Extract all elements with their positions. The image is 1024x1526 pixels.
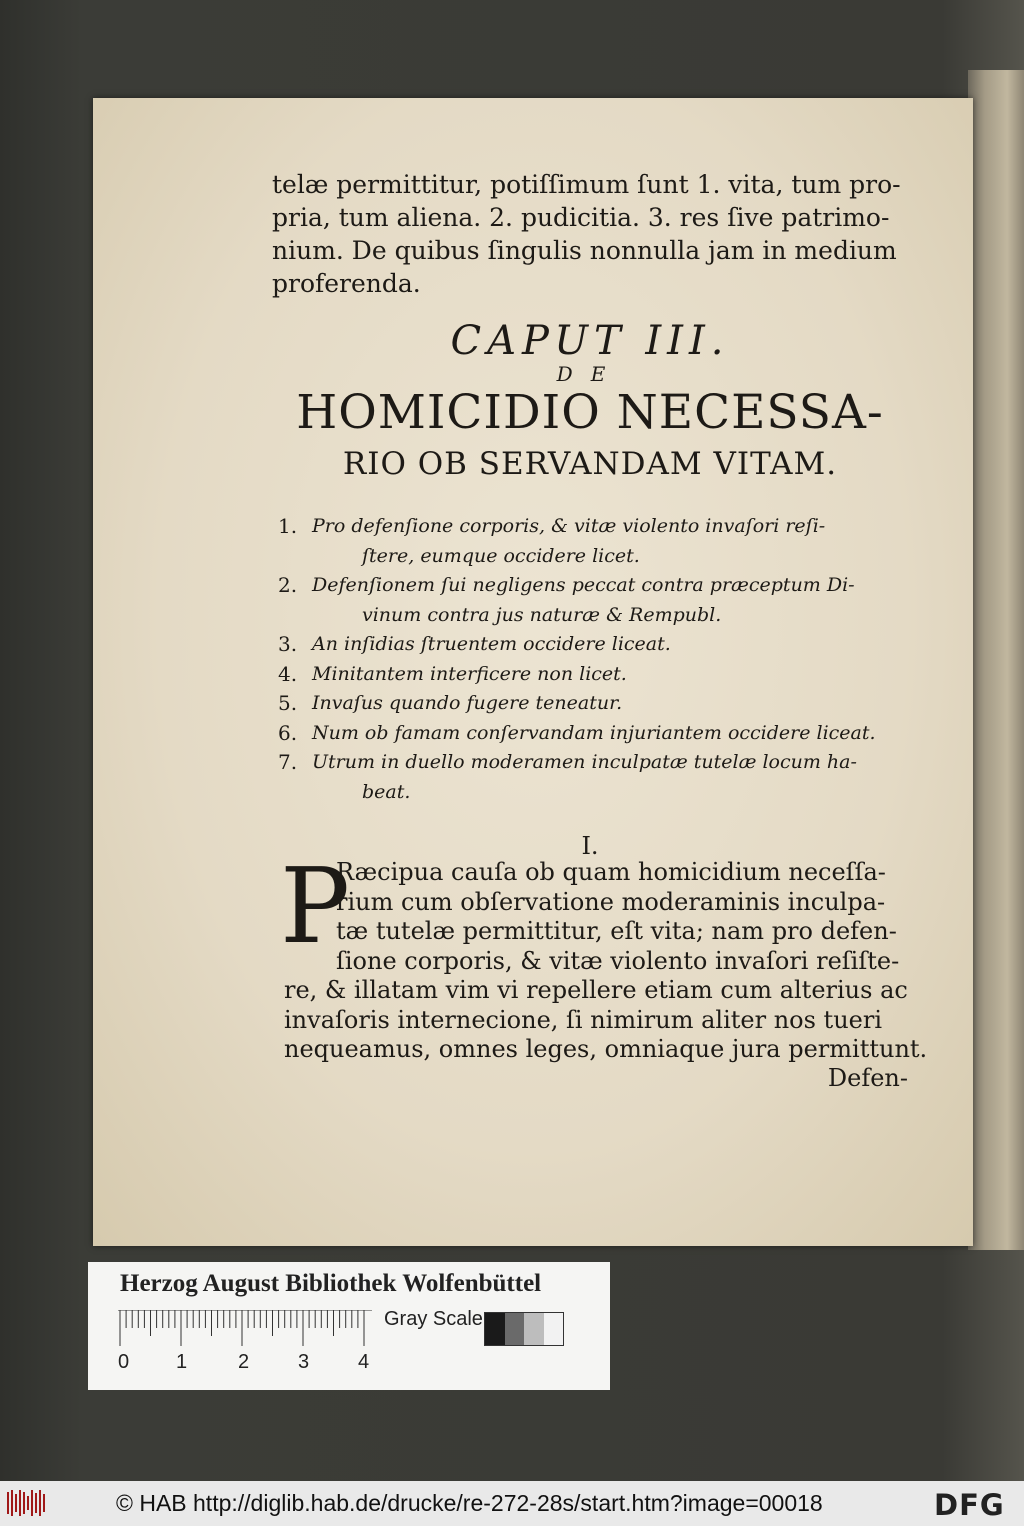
summary-item bbox=[278, 630, 908, 660]
gray-swatch bbox=[524, 1313, 544, 1345]
library-name: Herzog August Bibliothek Wolfenbüttel bbox=[120, 1270, 542, 1297]
ruler-number: 4 bbox=[358, 1351, 370, 1373]
summary-number: 1. bbox=[278, 514, 298, 538]
copyright-url: © HAB http://diglib.hab.de/drucke/re-272-28s/start.htm?image=00018 bbox=[116, 1490, 823, 1516]
ruler-number: 0 bbox=[118, 1351, 130, 1373]
gray-scale-swatches bbox=[484, 1312, 564, 1346]
body-line: re, & illatam vim vi repellere etiam cum alterius ac bbox=[284, 976, 908, 1004]
gray-scale-label: Gray Scale bbox=[384, 1308, 483, 1330]
paragraph-line: telæ permittitur, potiſſimum ſunt 1. vita, tum pro- bbox=[272, 170, 901, 199]
body-line: invaſoris internecione, ſi nimirum aliter nos tueri bbox=[284, 1005, 883, 1034]
body-line: nequeamus, omnes leges, omniaque jura permittunt. bbox=[284, 1035, 928, 1063]
summary-item bbox=[278, 719, 908, 749]
summary-line: An inſidias ſtruentem occidere liceat. bbox=[312, 633, 671, 655]
chapter-label: CAPUT III. bbox=[450, 318, 730, 364]
summary-line: beat. bbox=[362, 780, 411, 803]
summary-item bbox=[278, 571, 908, 630]
paragraph-line: proferenda. bbox=[272, 269, 421, 298]
summary-number: 4. bbox=[278, 661, 298, 686]
opening-paragraph bbox=[272, 168, 908, 300]
paragraph-line: pria, tum aliena. 2. pudicitia. 3. res ſive patrimo- bbox=[272, 203, 890, 232]
chapter-title-line1: HOMICIDIO NECESSA- bbox=[296, 385, 884, 440]
ruler-number: 1 bbox=[176, 1351, 188, 1373]
summary-item bbox=[278, 660, 908, 690]
dfg-logo: DFG bbox=[934, 1488, 1005, 1522]
hab-logo-icon bbox=[6, 1488, 46, 1518]
paragraph-line: nium. De quibus ſingulis nonnulla jam in medium bbox=[272, 236, 897, 265]
summary-number: 3. bbox=[278, 632, 298, 656]
section-number: I. bbox=[581, 832, 599, 860]
gray-swatch bbox=[544, 1313, 564, 1345]
body-line: Ræcipua cauſa ob quam homicidium neceſſa- bbox=[336, 858, 886, 886]
summary-line: Utrum in duello moderamen inculpatæ tutelæ locum ha- bbox=[312, 751, 857, 773]
summary-item bbox=[278, 512, 908, 571]
chapter-de: DE bbox=[556, 362, 624, 386]
body-paragraph bbox=[284, 858, 928, 1065]
summary-item bbox=[278, 748, 908, 807]
gray-swatch bbox=[485, 1313, 505, 1345]
adjacent-page-edge bbox=[968, 70, 1024, 1250]
summary-line: Pro defenſione corporis, & vitæ violento invaſori reſi- bbox=[312, 515, 826, 537]
gray-swatch bbox=[505, 1313, 525, 1345]
chapter-title-line2: RIO OB SERVANDAM VITAM. bbox=[342, 446, 838, 482]
summary-line: Minitantem interficere non licet. bbox=[312, 662, 627, 685]
catchword: Defen- bbox=[827, 1064, 908, 1092]
ruler-number: 2 bbox=[238, 1351, 250, 1373]
summary-line: Invaſus quando fugere teneatur. bbox=[312, 692, 623, 714]
chapter-summary bbox=[278, 512, 908, 807]
summary-number: 2. bbox=[278, 573, 298, 597]
summary-line: ſtere, eumque occidere licet. bbox=[362, 544, 640, 567]
summary-number: 7. bbox=[278, 750, 298, 774]
summary-number: 6. bbox=[278, 720, 298, 745]
ruler-icon bbox=[118, 1310, 372, 1348]
body-line: ſione corporis, & vitæ violento invaſori reſiſte- bbox=[336, 946, 900, 975]
ruler-number: 3 bbox=[298, 1351, 310, 1373]
drop-cap: P bbox=[280, 845, 350, 967]
summary-line: vinum contra jus naturæ & Rempubl. bbox=[362, 603, 722, 626]
summary-item bbox=[278, 689, 908, 719]
summary-line: Num ob famam conſervandam injuriantem occidere liceat. bbox=[312, 721, 876, 744]
summary-line: Defenſionem ſui negligens peccat contra præceptum Di- bbox=[312, 574, 855, 596]
body-line: rium cum obſervatione moderaminis inculpa- bbox=[336, 887, 886, 916]
summary-number: 5. bbox=[278, 691, 298, 715]
body-line: tæ tutelæ permittitur, eſt vita; nam pro defen- bbox=[336, 917, 897, 945]
